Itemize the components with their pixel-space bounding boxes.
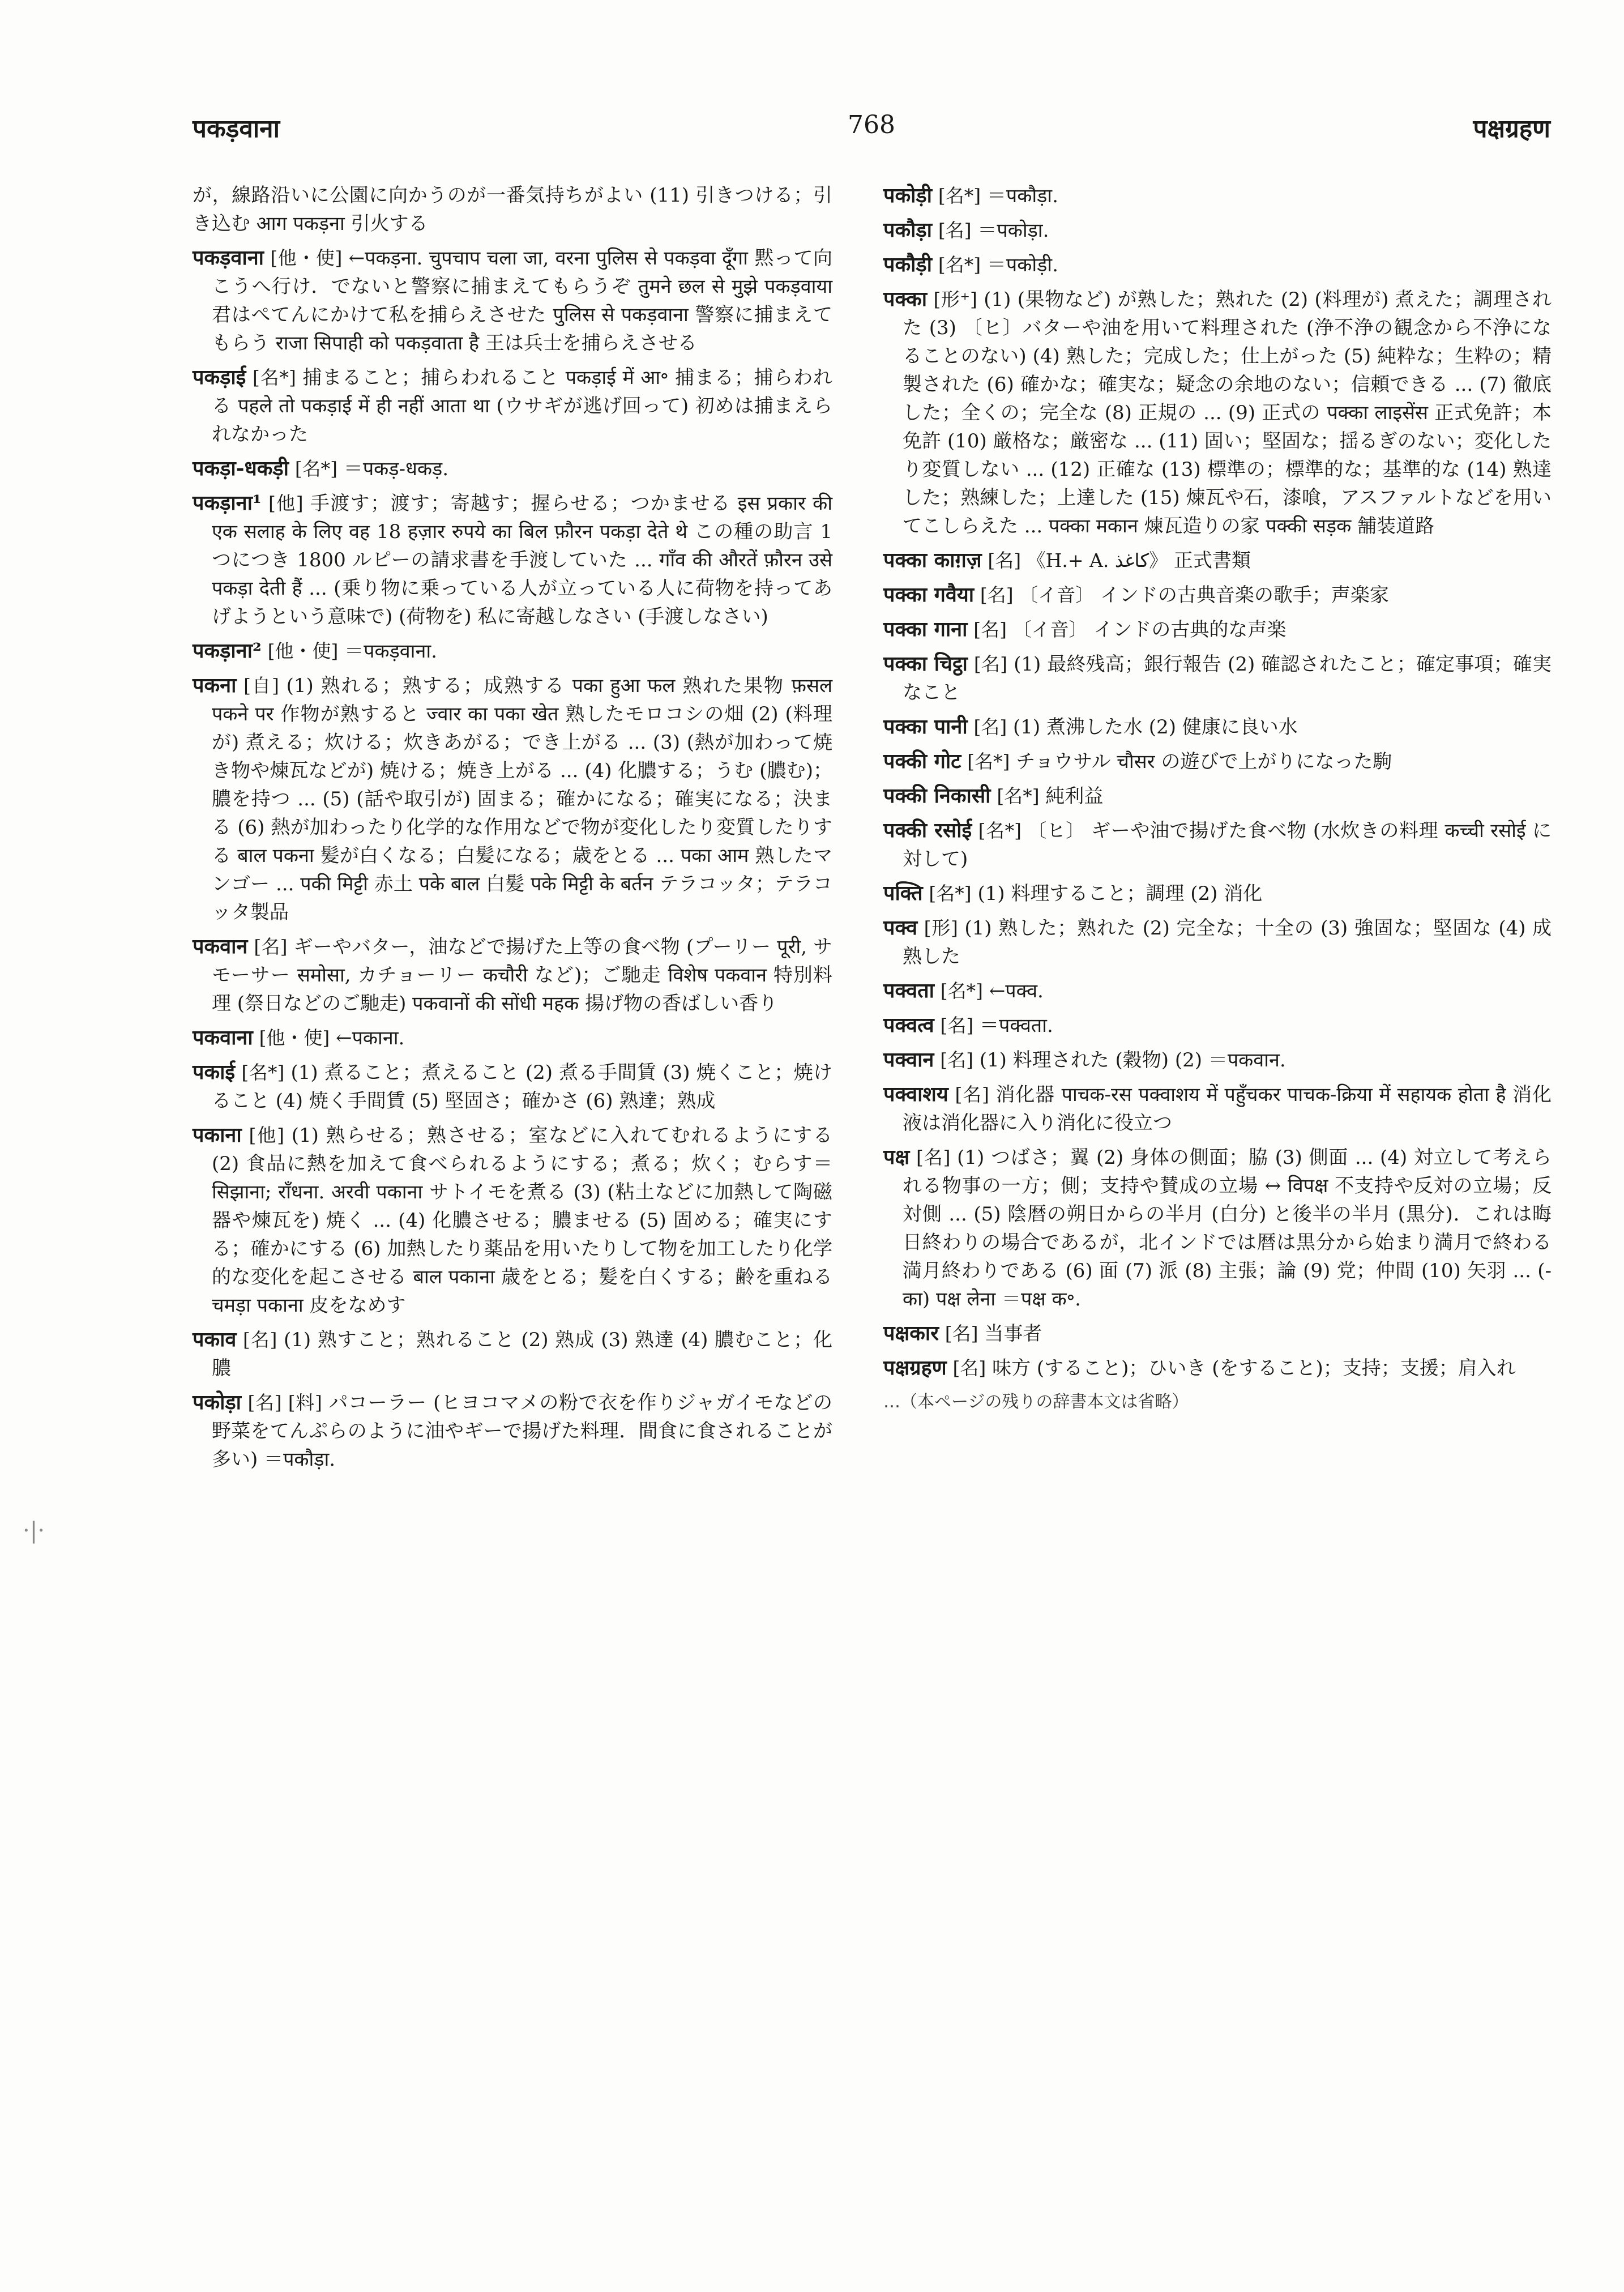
headword: पक्षकार [883,1321,939,1345]
dictionary-entry [883,1319,1552,1348]
part-of-speech: [名*] [241,1061,285,1083]
headword: पक्वत्व [883,1013,934,1037]
part-of-speech: [名] [916,1146,951,1168]
dictionary-entry [883,712,1552,741]
dictionary-entry [883,1080,1552,1137]
dictionary-entry [883,747,1552,776]
definition: (1) 熟すこと；熟れること (2) 熟成 (3) 熟達 (4) 膿むこと；化膿 [212,1329,833,1380]
dictionary-entry [883,816,1552,873]
part-of-speech: [名*] [929,882,972,904]
part-of-speech: [名] [938,219,972,241]
definition: 消化器 पाचक-रस पक्वाशय में पहुँचकर पाचक-क्रिया में सहायक होता है 消化液は消化器に入り消化に役立つ [903,1083,1552,1134]
definition: 味方 (すること)；ひいき (をすること)；支持；支援；肩入れ [992,1357,1516,1380]
dictionary-entry [883,650,1552,707]
definition: 正式書類 [1173,549,1251,572]
part-of-speech: [名] 《H.+ A. کاغذ》 [988,549,1168,571]
definition: パコーラー (ヒヨコマメの粉で衣を作りジャガイモなどの野菜をてんぷらのように油やギーで揚げた料理．間食に食されることが多い) ＝पकौड़ा. [212,1392,833,1471]
definition: ＝पक्वता. [980,1014,1053,1037]
definition: チョウサル चौसर の遊びで上がりになった駒 [1016,750,1392,773]
headword: पकड़वाना [193,246,264,270]
headword: पक्वान [883,1048,934,1072]
definition: ギーや油で揚げた食べ物 (水炊きの料理 कच्ची रसोई に対して) [903,820,1552,870]
headword: पकोड़ा [193,1390,242,1414]
definition: (1) 煮沸した水 (2) 健康に良い水 [1013,716,1298,739]
headword: पकौड़ी [883,253,933,276]
dictionary-entry [193,932,832,1018]
part-of-speech: [他・使] [270,247,343,269]
dictionary-entry [883,615,1552,644]
dictionary-entry [883,250,1552,279]
part-of-speech: [名] [945,1322,978,1345]
definition: (1) 熟した；熟れた (2) 完全な；十全の (3) 強固な；堅固な (4) 成熟した [903,917,1552,968]
dictionary-entry [193,1058,832,1115]
part-of-speech: [名] [940,1014,974,1036]
page-number: 768 [848,110,895,139]
dictionary-entry [193,1121,832,1320]
headword: पकड़ा-धकड़ी [193,456,289,480]
definition: (1) 煮ること；煮えること (2) 煮る手間賃 (3) 焼くこと；焼けること (4) 焼く手間賃 (5) 堅固さ；確かさ (6) 熟達；熟成 [212,1061,833,1112]
dictionary-entry [883,1045,1552,1074]
part-of-speech: [名*] [938,185,981,207]
dictionary-entry [883,181,1552,210]
definition: ＝पकड़-धकड़. [343,458,448,480]
part-of-speech: [他・使] [259,1027,330,1049]
header-right-guide-word: पक्षग्रहण [1473,114,1550,143]
part-of-speech: [形⁺] [933,288,977,310]
part-of-speech: [名*] [294,458,338,480]
dictionary-entry [193,363,832,449]
dictionary-entry [883,1143,1552,1313]
definition: (1) つばさ；翼 (2) 身体の側面；脇 (3) 側面 ... (4) 対立して考えられる物事の一方；側；支持や賛成の立場 ↔ विपक्ष 不支持や反対の立場；反対側 ... (5) 陰暦の朔日からの半月 (白分) と後半の半月 (黒分)．これは晦日終わりの場合であるが，北インドでは暦は黒分から始まり満月で終わる満月終わりである (6) 面 (7) 派 (8) 主張；論 (9) 党；仲間 (10) 矢羽 ... (-का) पक्ष लेना ＝पक्ष क॰. [903,1146,1552,1311]
dictionary-entry [193,1023,832,1052]
header-left-guide-word: पकड़वाना [193,114,280,143]
headword: पक्का गाना [883,617,968,641]
dictionary-entry [883,879,1552,908]
dictionary-entry [883,782,1552,810]
headword: पकोड़ी [883,183,933,207]
part-of-speech: [名] [955,1083,989,1106]
definition: ＝पकड़वाना. [344,640,437,663]
part-of-speech: [他] [268,492,304,514]
headword: पक्की रसोई [883,818,972,842]
headword: पक्का पानी [883,715,968,739]
definition: 捕まること；捕らわれること पकड़ाई में आ॰ 捕まる；捕らわれる पहले तो पकड़ाई में ही नहीं आता था (ウサギが逃げ回って) 初めは捕まえられなかった [212,366,832,446]
definition: インドの古典的な声楽 [1093,618,1287,641]
dictionary-entry [883,1011,1552,1040]
headword: पकौड़ा [883,218,933,242]
headword: पक्की निकासी [883,784,991,808]
headword: पक्वाशय [883,1082,948,1106]
definition: 当事者 [984,1322,1042,1345]
right-column [883,181,1552,1416]
definition: (1) 最終残高；銀行報告 (2) 確認されたこと；確定事項；確実なこと [903,653,1552,704]
definition: (1) 料理すること；調理 (2) 消化 [977,882,1263,905]
headword: पक्ष [883,1145,910,1169]
headword: पकड़ाना² [193,639,262,663]
part-of-speech: [名*] [940,980,983,1002]
headword: पक्व [883,916,918,940]
part-of-speech: [名] [973,653,1008,675]
part-of-speech: [名] 〔イ音〕 [973,618,1088,641]
definition: (1) 熟れる；熟する；成熟する पका हुआ फल 熟れた果物 फ़सल पकने पर 作物が熟すると ज्वार का पका खेत 熟したモロコシの畑 (2) (料理が) 煮える；炊ける；炊きあがる；でき上がる ... (3) (熱が加わって焼き物や煉瓦などが) 焼ける；焼き上がる ... (4) 化膿する；うむ (膿む)；膿を持つ ... (5) (話や取引が) 固まる；確かになる；確実になる；決まる (6) 熱が加わったり化学的な作用などで物が変化したり変質したりする बाल पकना 髪が白くなる；白髪になる；歳をとる ... पका आम 熟したマンゴー ... पकी मिट्टी 赤土 पके बाल 白髪 पके मिट्टी के बर्तन テラコッタ；テラコッタ製品 [212,675,833,924]
dictionary-entry [883,581,1552,609]
headword: पक्ति [883,881,923,905]
dictionary-entry [193,1325,832,1382]
headword: पक्की गोट [883,749,961,773]
dictionary-entry [193,489,832,631]
part-of-speech: [形] [924,917,958,939]
omission-note: …（本ページの残りの辞書本文は省略） [883,1392,1189,1412]
part-of-speech: [名*] [967,750,1010,772]
part-of-speech: [名] [243,1329,277,1351]
definition: ＝पकोड़ी. [986,254,1058,276]
entry-continuation: が，線路沿いに公園に向かうのが一番気持ちがよい (11) 引きつける；引き込む आग पकड़ना 引火する [193,184,832,235]
dictionary-entry [883,976,1552,1005]
part-of-speech: [名] [973,716,1007,738]
left-column [193,181,832,1479]
dictionary-entry [193,454,832,483]
definition: (1) (果物など) が熟した；熟れた (2) (料理が) 煮えた；調理された (3) 〔ヒ〕バターや油を用いて料理された (浄不浄の観念から不浄になることのない) (4) 熟した；完成した；仕上がった (5) 純粋な；生粋の；精製された (6) 確かな；確実な；疑念の余地のない；信頼できる ... (7) 徹底した；全くの；完全な (8) 正規の ... (9) 正式の पक्का लाइसेंस 正式免許；本免許 (10) 厳格な；厳密な ... (11) 固い；堅固な；揺るぎのない；変化したり変質しない ... (12) 正確な (13) 標準の；標準的な；基準的な (14) 熟達した；熟練した；上達した (15) 煉瓦や石，漆喰，アスファルトなどを用いてこしらえた ... पक्का मकान 煉瓦造りの家 पक्की सड़क 舗装道路 [903,288,1552,537]
dictionary-entry [883,546,1552,575]
dictionary-entry [193,244,832,357]
margin-mark: ·|· [23,1518,45,1544]
part-of-speech: [名*] [252,366,296,389]
dictionary-entry [883,914,1552,971]
headword: पकवाना [193,1026,253,1049]
dictionary-entry [883,216,1552,245]
definition: ＝पकौड़ा. [986,185,1058,207]
definition: 純利益 [1045,785,1104,808]
definition: ＝पकोड़ा. [977,219,1049,242]
part-of-speech: [名*] 〔ヒ〕 [978,820,1085,842]
part-of-speech: [名] [952,1357,986,1379]
headword: पक्का काग़ज़ [883,548,982,572]
definition: ←पक्व. [989,980,1044,1002]
definition: (1) 料理された (穀物) (2) ＝पकवान. [979,1049,1286,1072]
headword: पक्का गवैया [883,583,975,607]
dictionary-entry [883,1354,1552,1382]
headword: पकाई [193,1060,236,1084]
dictionary-entry [193,637,832,665]
part-of-speech: [他] [249,1124,284,1146]
part-of-speech: [自] [243,675,279,697]
page-header [193,110,1550,161]
definition: ギーやバター，油などで揚げた上等の食べ物 (プーリー पूरी, サモーサー समोसा, カチョーリー कचौरी など)；ご馳走 विशेष पकवान 特別料理 (祭日などのご馳走) पकवानों की सोंधी महक 揚げ物の香ばしい香り [212,936,833,1015]
dictionary-entry [193,181,832,238]
part-of-speech: [他・使] [267,640,339,662]
definition: (1) 熟らせる；熟させる；室などに入れてむれるようにする (2) 食品に熱を加えて食べられるようにする；煮る；炊く；むらす＝सिझाना; राँधना. अरवी पकाना サトイモを煮る (3) (粘土などに加熱して陶磁器や煉瓦を) 焼く ... (4) 化膿させる；膿ませる (5) 固める；確実にする；確かにする (6) 加熱したり薬品を用いたりして物を加工したり化学的な変化を起こさせる बाल पकाना 歳をとる；髪を白くする；齢を重ねる चमड़ा पकाना 皮をなめす [212,1124,832,1317]
headword: पक्का [883,287,928,311]
definition: インドの古典音楽の歌手；声楽家 [1100,584,1389,607]
dictionary-entry [193,1388,832,1474]
headword: पकाव [193,1328,237,1351]
part-of-speech: [名*] [938,254,981,276]
definition: ←पकड़ना. चुपचाप चला जा, वरना पुलिस से पकड़वा दूँगा 黙って向こうへ行け．でないと警察に捕まえてもらうぞ तुमने छल से मुझे पकड़वाया 君はぺてんにかけて私を捕らえさせた पुलिस से पकड़वाना 警察に捕まえてもらう राजा सिपाही को पकड़वाता है 王は兵士を捕らえさせる [212,247,832,355]
dictionary-entry [193,671,832,927]
definition: 手渡す；渡す；寄越す；握らせる；つかませる इस प्रकार की एक सलाह के लिए वह 18 हज़ार रुपये का बिल फ़ौरन पकड़ा देते थे この種の助言 1 つにつき 1800 ルピーの請求書を手渡していた ... गाँव की औरतें फ़ौरन उसे पकड़ा देती हैं ... (乗り物に乗っている人が立っている人に荷物を持ってあげようという意味で) (荷物を) 私に寄越しなさい (手渡しなさい) [212,492,833,628]
headword: पक्का चिट्ठा [883,652,968,676]
headword: पकना [193,673,237,697]
part-of-speech: [名] [940,1049,973,1071]
headword: पकवान [193,934,248,958]
definition: ←पकाना. [336,1027,405,1049]
part-of-speech: [名] [254,936,288,958]
dictionary-entry [883,285,1552,540]
part-of-speech: [名] [料] [247,1392,322,1414]
headword: पकड़ाई [193,365,246,389]
headword: पकाना [193,1123,242,1147]
headword: पक्वता [883,979,934,1002]
headword: पक्षग्रहण [883,1356,947,1380]
part-of-speech: [名] 〔イ音〕 [980,584,1095,606]
part-of-speech: [名*] [997,785,1040,807]
headword: पकड़ाना¹ [193,491,262,515]
